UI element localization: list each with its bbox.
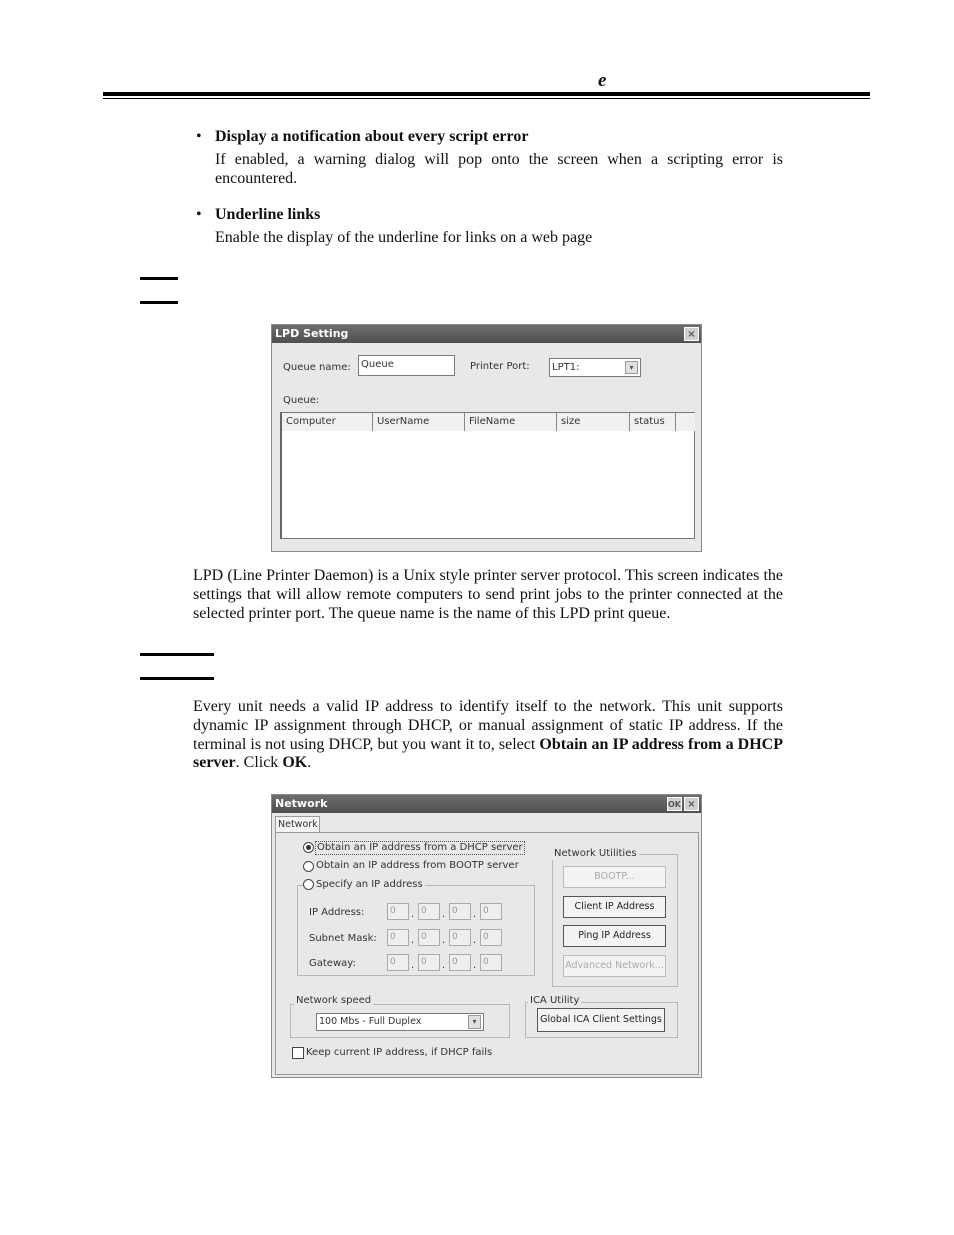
ip-address-label: IP Address:	[309, 907, 365, 918]
bootp-radio[interactable]	[303, 861, 314, 872]
section-bar-bottom	[140, 677, 214, 680]
ip-octet-4[interactable]: 0	[480, 903, 502, 920]
keep-ip-label[interactable]: Keep current IP address, if DHCP fails	[306, 1047, 493, 1058]
gateway-octet-2[interactable]: 0	[418, 954, 440, 971]
column-header-filler	[676, 413, 695, 431]
octet-separator: .	[442, 909, 446, 920]
column-header-username[interactable]: UserName	[373, 413, 465, 431]
printer-port-value: LPT1:	[552, 362, 580, 373]
ok-emphasis: OK	[282, 754, 308, 772]
lpd-description: LPD (Line Printer Daemon) is a Unix style printer server protocol. This screen indicates the settings that will allow remote computers to send print jobs to the printer connected at the selected printer port. The queue name is the name of this LPD print queue.	[193, 567, 783, 622]
bootp-button[interactable]: BOOTP...	[563, 866, 666, 888]
network-speed-label: Network speed	[296, 995, 372, 1006]
dhcp-radio[interactable]	[303, 842, 314, 853]
global-ica-client-settings-button[interactable]: Global ICA Client Settings	[537, 1008, 665, 1032]
subnet-octet-1[interactable]: 0	[387, 929, 409, 946]
section-bar-bottom	[140, 301, 178, 304]
printer-port-label: Printer Port:	[470, 361, 530, 372]
tab-network[interactable]: Network	[275, 816, 320, 832]
specify-ip-label[interactable]: Specify an IP address	[316, 879, 423, 890]
octet-separator: .	[473, 935, 477, 946]
bullet-marker: •	[196, 128, 202, 145]
octet-separator: .	[411, 960, 415, 971]
bullet-title-underline-links: Underline links	[215, 206, 321, 223]
printer-port-select[interactable]	[549, 358, 641, 377]
octet-separator: .	[411, 909, 415, 920]
octet-separator: .	[473, 909, 477, 920]
network-utilities-label: Network Utilities	[554, 848, 637, 859]
queue-name-label: Queue name:	[283, 362, 351, 373]
bullet-marker: •	[196, 206, 202, 223]
network-description-text: . Click	[235, 754, 283, 772]
keep-ip-checkbox[interactable]	[292, 1047, 304, 1059]
column-header-status[interactable]: status	[630, 413, 676, 431]
close-button[interactable]: ×	[684, 327, 699, 341]
lpd-setting-dialog	[271, 324, 702, 552]
subnet-mask-label: Subnet Mask:	[309, 933, 377, 944]
network-speed-value: 100 Mbs - Full Duplex	[319, 1016, 422, 1027]
section-bar-top	[140, 653, 214, 656]
bullet-title-script-error: Display a notification about every script error	[215, 128, 529, 145]
column-header-filename[interactable]: FileName	[465, 413, 557, 431]
bullet-body-script-error: If enabled, a warning dialog will pop onto the screen when a scripting error is encountered.	[215, 151, 783, 187]
network-description-text: Every unit needs a valid IP address to identify itself to the network. This unit supports dynamic IP assignment through DHCP, or manual assignment of static IP address. If the terminal is not using DHCP, but you want it to, select	[193, 698, 783, 753]
advanced-network-button[interactable]: Advanced Network...	[563, 955, 666, 977]
octet-separator: .	[442, 960, 446, 971]
gateway-octet-4[interactable]: 0	[480, 954, 502, 971]
subnet-octet-2[interactable]: 0	[418, 929, 440, 946]
ip-octet-1[interactable]: 0	[387, 903, 409, 920]
ip-octet-2[interactable]: 0	[418, 903, 440, 920]
network-description	[193, 698, 783, 773]
gateway-label: Gateway:	[309, 958, 356, 969]
ok-button[interactable]: OK	[667, 797, 682, 811]
queue-name-input[interactable]: Queue	[358, 355, 455, 376]
ica-utility-label: ICA Utility	[530, 995, 580, 1006]
queue-label: Queue:	[283, 395, 320, 406]
octet-separator: .	[411, 935, 415, 946]
lpd-titlebar	[272, 325, 701, 343]
bootp-radio-label[interactable]: Obtain an IP address from BOOTP server	[316, 860, 519, 871]
ping-ip-address-button[interactable]: Ping IP Address	[563, 925, 666, 947]
chevron-down-icon[interactable]: ▾	[468, 1015, 481, 1029]
subnet-octet-4[interactable]: 0	[480, 929, 502, 946]
chevron-down-icon[interactable]: ▾	[625, 361, 638, 374]
header-letter: e	[598, 70, 607, 91]
network-description-text: .	[307, 754, 312, 772]
network-title: Network	[275, 797, 328, 810]
header-rule-thin	[103, 98, 870, 99]
octet-separator: .	[442, 935, 446, 946]
specify-ip-radio[interactable]	[303, 879, 314, 890]
gateway-octet-3[interactable]: 0	[449, 954, 471, 971]
ip-octet-3[interactable]: 0	[449, 903, 471, 920]
column-header-computer[interactable]: Computer	[282, 413, 373, 431]
dhcp-radio-label[interactable]: Obtain an IP address from a DHCP server	[317, 842, 523, 853]
network-titlebar	[272, 795, 701, 813]
queue-list[interactable]	[280, 412, 695, 539]
client-ip-address-button[interactable]: Client IP Address	[563, 896, 666, 918]
lpd-title: LPD Setting	[275, 327, 349, 340]
section-bar-top	[140, 277, 178, 280]
octet-separator: .	[473, 960, 477, 971]
header-rule	[103, 92, 870, 96]
bullet-body-underline-links: Enable the display of the underline for links on a web page	[215, 229, 593, 246]
network-speed-select[interactable]	[316, 1013, 484, 1031]
subnet-octet-3[interactable]: 0	[449, 929, 471, 946]
dhcp-option-emphasis: Obtain an IP address from a DHCP server	[193, 735, 783, 772]
gateway-octet-1[interactable]: 0	[387, 954, 409, 971]
network-dialog	[271, 794, 702, 1078]
close-button[interactable]: ×	[684, 797, 699, 811]
column-header-size[interactable]: size	[557, 413, 630, 431]
